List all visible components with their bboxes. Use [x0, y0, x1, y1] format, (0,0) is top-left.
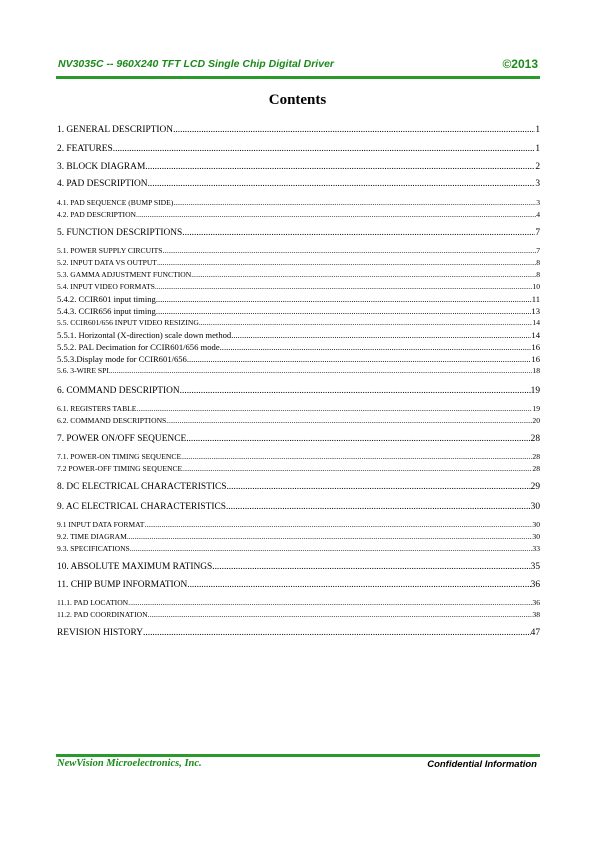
toc-entry-page: 11 — [531, 294, 540, 304]
toc-entry-label: 5.5.1. Horizontal (X-direction) scale down method — [57, 330, 232, 340]
toc-entry[interactable] — [57, 502, 540, 512]
toc-entry-label: 9.1 INPUT DATA FORMAT — [57, 520, 145, 529]
toc-entry-label: 11.1. PAD LOCATION — [57, 598, 129, 607]
toc-leader-dots — [173, 125, 535, 135]
toc-entry-page: 30 — [530, 502, 540, 512]
toc-entry-page: 14 — [531, 330, 540, 340]
toc-entry[interactable] — [57, 580, 540, 590]
toc-leader-dots — [187, 354, 532, 364]
toc-entry-label: 7.2 POWER-OFF TIMING SEQUENCE — [57, 464, 183, 473]
toc-leader-dots — [148, 179, 536, 189]
toc-entry-label: 5.4.3. CCIR656 input timing — [57, 306, 156, 316]
toc-leader-dots — [173, 198, 536, 207]
toc-entry-label: 5.5.2. PAL Decimation for CCIR601/656 mode — [57, 342, 220, 352]
contents-title: Contents — [268, 92, 327, 108]
toc-leader-dots — [157, 258, 536, 267]
toc-entry-page: 1 — [535, 144, 540, 154]
toc-entry[interactable] — [57, 544, 540, 553]
toc-entry-label: 6. COMMAND DESCRIPTION — [57, 386, 180, 396]
toc-entry[interactable] — [57, 282, 540, 291]
footer-rule — [56, 754, 540, 757]
toc-entry[interactable] — [57, 532, 540, 541]
toc-entry-label: 5.1. POWER SUPPLY CIRCUITS — [57, 246, 163, 255]
header-rule — [56, 76, 540, 79]
toc-entry-label: 5. FUNCTION DESCRIPTIONS — [57, 228, 183, 238]
toc-entry[interactable] — [57, 198, 540, 207]
toc-entry-label: 5.2. INPUT DATA VS OUTPUT — [57, 258, 157, 267]
toc-entry-page: 14 — [532, 318, 540, 327]
toc-leader-dots — [181, 452, 532, 461]
toc-entry[interactable] — [57, 464, 540, 473]
toc-entry-label: 6.2. COMMAND DESCRIPTIONS — [57, 416, 167, 425]
toc-leader-dots — [144, 520, 532, 529]
toc-entry[interactable] — [57, 162, 540, 172]
toc-entry[interactable] — [57, 179, 540, 189]
toc-entry-page: 28 — [530, 434, 540, 444]
toc-entry-page: 35 — [530, 562, 540, 572]
toc-entry-page: 30 — [532, 520, 540, 529]
toc-entry[interactable] — [57, 598, 540, 607]
toc-entry[interactable] — [57, 258, 540, 267]
toc-entry-label: 11.2. PAD COORDINATION — [57, 610, 148, 619]
toc-entry-label: 5.3. GAMMA ADJUSTMENT FUNCTION — [57, 270, 192, 279]
toc-entry[interactable] — [57, 125, 540, 135]
toc-entry[interactable] — [57, 210, 540, 219]
toc-entry-label: 11. CHIP BUMP INFORMATION — [57, 580, 188, 590]
toc-entry-label: 2. FEATURES — [57, 144, 113, 154]
toc-entry[interactable] — [57, 404, 540, 413]
toc-entry-label: 9.3. SPECIFICATIONS — [57, 544, 130, 553]
toc-entry-page: 36 — [530, 580, 540, 590]
toc-entry[interactable] — [57, 562, 540, 572]
confidential-note: Confidential Information — [427, 759, 537, 770]
toc-leader-dots — [226, 502, 531, 512]
toc-entry-page: 2 — [535, 162, 540, 172]
toc-entry-label: 5.4. INPUT VIDEO FORMATS — [57, 282, 155, 291]
toc-entry-label: 5.5. CCIR601/656 INPUT VIDEO RESIZING — [57, 318, 199, 327]
toc-leader-dots — [180, 386, 531, 396]
toc-entry-label: 4.2. PAD DESCRIPTION — [57, 210, 137, 219]
toc-entry-label: REVISION HISTORY — [57, 628, 144, 638]
toc-entry[interactable] — [57, 270, 540, 279]
toc-entry-page: 19 — [532, 404, 540, 413]
toc-entry[interactable] — [57, 144, 540, 154]
toc-entry-label: 4.1. PAD SEQUENCE (BUMP SIDE) — [57, 198, 174, 207]
document-header-title: NV3035C -- 960X240 TFT LCD Single Chip Digital Driver — [58, 58, 334, 70]
toc-leader-dots — [220, 342, 532, 352]
toc-entry-label: 4. PAD DESCRIPTION — [57, 179, 148, 189]
toc-entry-page: 8 — [536, 258, 540, 267]
toc-entry[interactable] — [57, 228, 540, 238]
toc-entry[interactable] — [57, 306, 540, 316]
toc-entry[interactable] — [57, 366, 540, 375]
toc-leader-dots — [163, 246, 537, 255]
toc-entry-page: 28 — [532, 464, 540, 473]
toc-entry[interactable] — [57, 520, 540, 529]
toc-entry-page: 33 — [532, 544, 540, 553]
toc-leader-dots — [182, 464, 532, 473]
toc-entry-page: 47 — [530, 628, 540, 638]
toc-entry-label: 1. GENERAL DESCRIPTION — [57, 125, 174, 135]
toc-entry[interactable] — [57, 628, 540, 638]
toc-entry-page: 3 — [535, 179, 540, 189]
toc-entry-label: 9.2. TIME DIAGRAM — [57, 532, 127, 541]
toc-entry-page: 8 — [536, 270, 540, 279]
toc-leader-dots — [136, 404, 532, 413]
company-name: NewVision Microelectronics, Inc. — [57, 758, 202, 769]
toc-entry-page: 36 — [532, 598, 540, 607]
toc-entry-label: 8. DC ELECTRICAL CHARACTERISTICS — [57, 482, 227, 492]
toc-leader-dots — [145, 162, 535, 172]
toc-entry-label: 9. AC ELECTRICAL CHARACTERISTICS — [57, 502, 226, 512]
toc-leader-dots — [212, 562, 530, 572]
toc-leader-dots — [199, 318, 533, 327]
toc-leader-dots — [191, 270, 536, 279]
toc-leader-dots — [231, 330, 531, 340]
toc-entry-page: 29 — [530, 482, 540, 492]
toc-entry-page: 30 — [532, 532, 540, 541]
toc-entry-page: 7 — [536, 246, 540, 255]
toc-entry[interactable] — [57, 342, 540, 352]
toc-leader-dots — [128, 598, 532, 607]
toc-leader-dots — [136, 210, 536, 219]
toc-entry-page: 7 — [535, 228, 540, 238]
toc-leader-dots — [155, 282, 533, 291]
toc-entry[interactable] — [57, 610, 540, 619]
toc-entry-page: 28 — [532, 452, 540, 461]
toc-entry[interactable] — [57, 416, 540, 425]
toc-entry-label: 3. BLOCK DIAGRAM — [57, 162, 146, 172]
toc-entry-page: 10 — [532, 282, 540, 291]
toc-entry-page: 4 — [536, 210, 540, 219]
toc-entry[interactable] — [57, 434, 540, 444]
toc-leader-dots — [166, 416, 532, 425]
toc-leader-dots — [156, 306, 532, 316]
toc-entry[interactable] — [57, 386, 540, 396]
toc-leader-dots — [226, 482, 530, 492]
toc-leader-dots — [186, 434, 530, 444]
toc-entry-page: 16 — [531, 354, 540, 364]
toc-entry-page: 16 — [531, 342, 540, 352]
toc-entry[interactable] — [57, 330, 540, 340]
toc-entry-page: 18 — [532, 366, 540, 375]
toc-entry-label: 5.6. 3-WIRE SPI — [57, 366, 109, 375]
toc-entry-label: 6.1. REGISTERS TABLE — [57, 404, 137, 413]
toc-entry[interactable] — [57, 354, 540, 364]
toc-entry-label: 10. ABSOLUTE MAXIMUM RATINGS — [57, 562, 213, 572]
toc-entry[interactable] — [57, 482, 540, 492]
toc-entry-page: 20 — [532, 416, 540, 425]
toc-entry-label: 5.5.3.Display mode for CCIR601/656 — [57, 354, 187, 364]
toc-entry-label: 7. POWER ON/OFF SEQUENCE — [57, 434, 187, 444]
toc-leader-dots — [148, 610, 533, 619]
toc-entry-page: 38 — [532, 610, 540, 619]
toc-entry[interactable] — [57, 294, 540, 304]
toc-entry[interactable] — [57, 318, 540, 327]
toc-leader-dots — [113, 144, 536, 154]
toc-entry-page: 19 — [530, 386, 540, 396]
toc-entry[interactable] — [57, 246, 540, 255]
toc-leader-dots — [109, 366, 533, 375]
toc-entry-page: 13 — [531, 306, 540, 316]
toc-entry-page: 3 — [536, 198, 540, 207]
toc-leader-dots — [143, 628, 531, 638]
copyright-year: ©2013 — [502, 57, 538, 71]
toc-entry-label: 5.4.2. CCIR601 input timing — [57, 294, 156, 304]
toc-entry[interactable] — [57, 452, 540, 461]
toc-entry-page: 1 — [535, 125, 540, 135]
toc-leader-dots — [187, 580, 530, 590]
toc-leader-dots — [156, 294, 532, 304]
toc-leader-dots — [130, 544, 533, 553]
toc-entry-label: 7.1. POWER-ON TIMING SEQUENCE — [57, 452, 182, 461]
toc-leader-dots — [127, 532, 533, 541]
toc-leader-dots — [182, 228, 535, 238]
